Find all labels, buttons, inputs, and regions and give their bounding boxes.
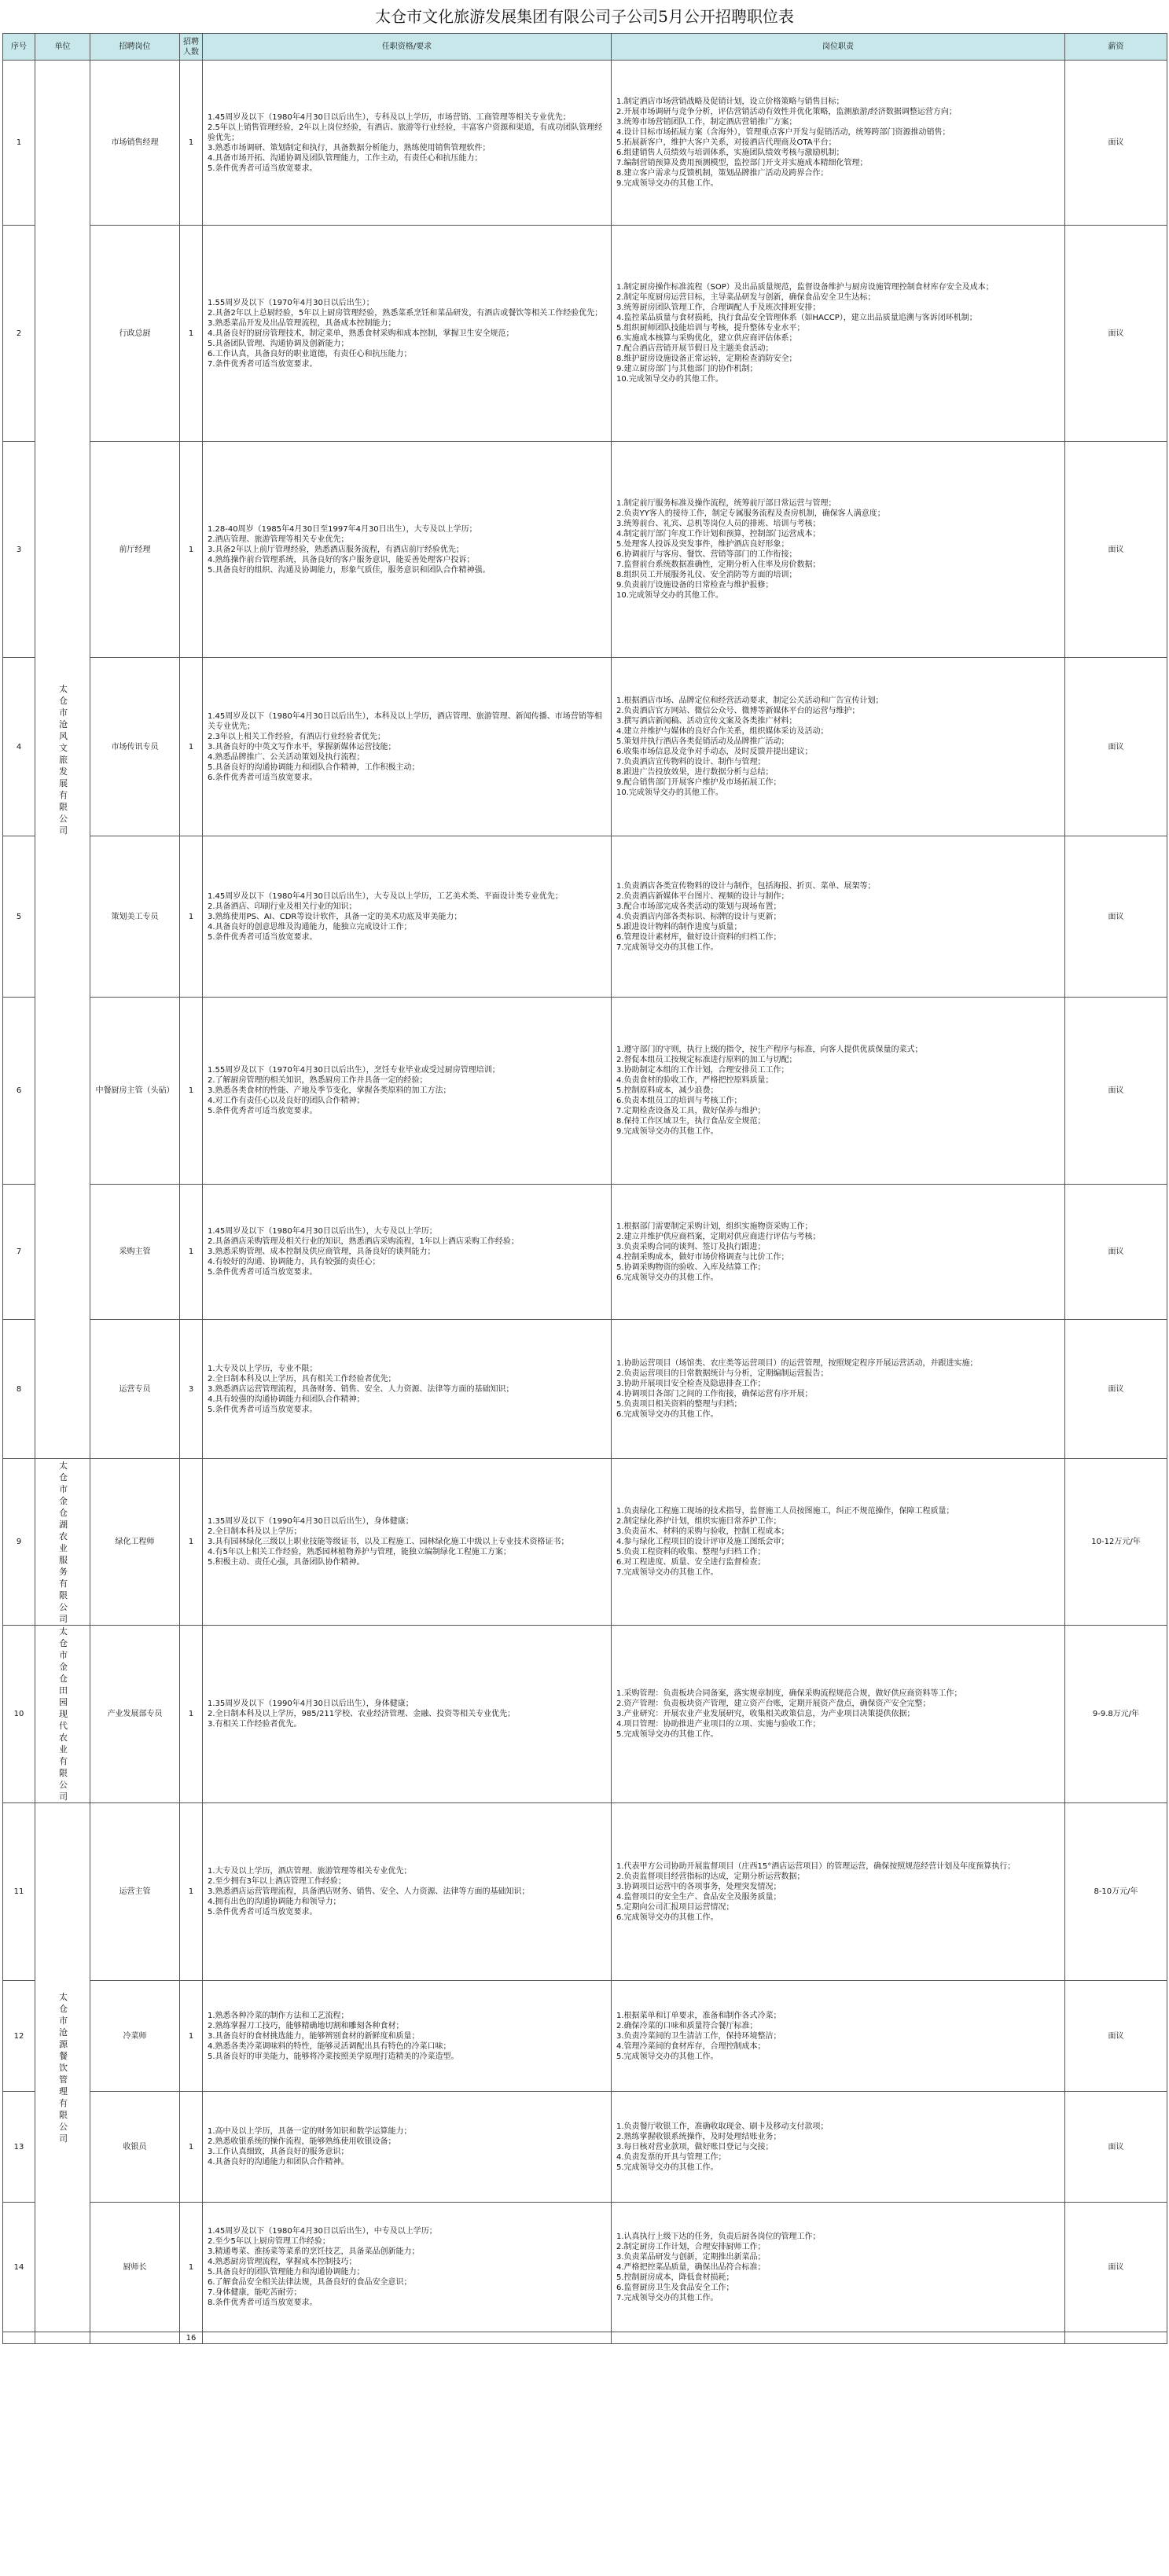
qualifications-cell <box>203 2092 612 2203</box>
duties-cell-line: 2.负责酒店官方网站、微信公众号、微博等新媒体平台的运营与维护； <box>616 707 860 715</box>
duties-cell-line: 7.编制营销预算及费用预测模型，监控部门开支并实施成本精细化管理； <box>616 159 868 167</box>
duties-cell-line: 9.完成领导交办的其他工作。 <box>616 179 719 188</box>
qualifications-cell-line: 2.至少拥有3年以上酒店管理工作经验； <box>208 1877 346 1886</box>
qualifications-cell-line: 4.熟悉厨房管理流程，掌握成本控制技巧； <box>208 2258 357 2266</box>
qualifications-cell-line: 5.积极主动、责任心强，具备团队协作精神。 <box>208 1558 365 1567</box>
duties-cell-line: 4.设计目标市场拓展方案（含海外），管理重点客户开发与促销活动，统筹跨部门资源推动销售； <box>616 128 950 137</box>
qualifications-cell-line: 3.熟悉菜品开发及出品管理流程，具备成本控制能力； <box>208 318 396 328</box>
qualifications-cell <box>203 1626 612 1803</box>
duties-cell-line: 5.完成领导交办的其他工作。 <box>616 1730 719 1739</box>
qualifications-cell-line: 5.具备良好的组织、沟通及协调能力，形象气质佳，服务意识和团队合作精神强。 <box>208 565 491 575</box>
salary-cell: 10-12万元/年 <box>1065 1459 1167 1626</box>
count-cell: 1 <box>180 836 203 998</box>
duties-cell-line: 7.完成领导交办的其他工作。 <box>616 943 719 952</box>
duties-cell-line: 3.协助制定本组的工作计划，合理安排员工工作； <box>616 1066 789 1075</box>
count-cell: 3 <box>180 1320 203 1459</box>
duties-cell-line: 2.制定厨房工作计划，合理安排厨师工作； <box>616 2242 766 2251</box>
empty-cell <box>90 2332 180 2344</box>
duties-cell-line: 1.负责餐厅收银工作，准确收取现金、刷卡及移动支付款项； <box>616 2122 829 2131</box>
duties-cell-line: 2.资产管理：负责板块资产管理，建立资产台账，定期开展资产盘点，确保资产安全完整； <box>616 1700 931 1708</box>
position-cell: 行政总厨 <box>90 226 180 442</box>
duties-cell <box>612 1459 1065 1626</box>
qualifications-cell-line: 5.具备良好的审美能力，能够将冷菜按照美学原理打造精美的冷菜造型。 <box>208 2052 459 2061</box>
duties-cell-line: 6.实施成本核算与采购优化，建立供应商评估体系； <box>616 334 797 343</box>
qualifications-cell <box>203 226 612 442</box>
duties-cell-line: 1.制定前厅服务标准及操作流程，统筹前厅部日常运营与管理； <box>616 499 836 508</box>
qualifications-cell-line: 5.具备团队管理、沟通协调及创新能力； <box>208 339 349 348</box>
duties-cell-line: 2.建立并维护供应商档案，定期对供应商进行评估与考核； <box>616 1232 821 1241</box>
duties-cell-line: 7.完成领导交办的其他工作。 <box>616 2293 719 2302</box>
header-unit: 单位 <box>35 34 90 61</box>
salary-cell: 面议 <box>1065 61 1167 226</box>
seq-cell: 13 <box>3 2092 35 2203</box>
qualifications-cell-line: 1.45周岁及以下（1980年4月30日以后出生），中专及以上学历； <box>208 2227 437 2236</box>
table-row <box>3 1803 1167 1981</box>
duties-cell-line: 9.配合销售部门开展客户维护及市场拓展工作； <box>616 778 781 787</box>
duties-cell-line: 3.协调项目运营中的各项事务，处理突发情况； <box>616 1882 781 1891</box>
qualifications-cell-line: 3.工作认真细致，具备良好的服务意识； <box>208 2148 349 2156</box>
qualifications-cell-line: 4.有5年以上相关工作经验，熟悉园林植物养护与管理，能独立编制绿化工程施工方案； <box>208 1548 511 1556</box>
duties-cell-line: 4.监督项目的安全生产、食品安全及服务质量； <box>616 1892 781 1902</box>
table-row <box>3 226 1167 442</box>
salary-cell: 面议 <box>1065 2203 1167 2332</box>
duties-cell-line: 5.负责项目相关资料的整理与归档； <box>616 1400 742 1409</box>
table-header-row <box>3 34 1167 61</box>
position-cell: 冷菜师 <box>90 1981 180 2092</box>
qualifications-cell <box>203 1185 612 1320</box>
duties-cell-line: 3.产业研究：开展农业产业发展研究，收集相关政策信息，为产业项目决策提供依据； <box>616 1710 915 1718</box>
table-row <box>3 61 1167 226</box>
seq-cell: 12 <box>3 1981 35 2092</box>
duties-cell-line: 10.完成领导交办的其他工作。 <box>616 375 723 384</box>
qualifications-cell-line: 3.精通粤菜、淮扬菜等菜系的烹饪技艺，具备菜品创新能力； <box>208 2247 420 2256</box>
table-row <box>3 998 1167 1185</box>
duties-cell-line: 6.组建销售人员绩效与培训体系，实施团队绩效考核与激励机制； <box>616 149 844 157</box>
seq-cell: 9 <box>3 1459 35 1626</box>
duties-cell-line: 4.控制采购成本，做好市场价格调查与比价工作； <box>616 1252 789 1262</box>
duties-cell-line: 5.定期向公司汇报项目运营情况； <box>616 1902 734 1912</box>
table-row <box>3 1320 1167 1459</box>
qualifications-cell-line: 2.全日制本科及以上学历，具有相关工作经验者优先； <box>208 1374 396 1384</box>
qualifications-cell <box>203 442 612 658</box>
duties-cell-line: 5.控制原料成本，减少浪费； <box>616 1086 719 1095</box>
qualifications-cell <box>203 1320 612 1459</box>
duties-cell-line: 6.收集市场信息及竞争对手动态，及时反馈并提出建议； <box>616 748 813 756</box>
duties-cell-line: 8.保持工作区域卫生，执行食品安全规范； <box>616 1117 766 1126</box>
qualifications-cell-line: 4.熟悉各类冷菜调味料的特性，能够灵活调配出具有特色的冷菜口味； <box>208 2041 451 2051</box>
duties-cell-line: 9.负责前厅设施设备的日常检查与维护报修； <box>616 581 774 590</box>
qualifications-cell-line: 2.3年以上相关工作经验，有酒店行业经验者优先； <box>208 732 385 741</box>
qualifications-cell-line: 5.条件优秀者可适当放宽要求。 <box>208 932 318 942</box>
qualifications-cell-line: 1.28-40周岁（1985年4月30日至1997年4月30日出生），大专及以上学历； <box>208 524 477 534</box>
duties-cell-line: 6.完成领导交办的其他工作。 <box>616 1913 719 1922</box>
qualifications-cell-line: 3.具备2年以上前厅管理经验，熟悉酒店服务流程，有酒店前厅经验优先； <box>208 545 464 554</box>
duties-cell-line: 4.负责食材的验收工作，严格把控原料质量； <box>616 1076 774 1085</box>
seq-cell: 10 <box>3 1626 35 1803</box>
duties-cell-line: 1.协助运营项目（场馆类、农庄类等运营项目）的运营管理，按照规定程序开展运营活动，并跟进实施； <box>616 1359 978 1368</box>
header-seq: 序号 <box>3 34 35 61</box>
qualifications-cell-line: 3.熟悉酒店运营管理流程，具备财务、销售、安全、人力资源、法律等方面的基础知识； <box>208 1384 514 1394</box>
qualifications-cell-line: 5.具备良好的团队管理能力和沟通协调能力； <box>208 2268 365 2277</box>
salary-cell: 面议 <box>1065 2092 1167 2203</box>
duties-cell-line: 4.负责发票的开具与管理工作； <box>616 2152 726 2162</box>
salary-cell: 9-9.8万元/年 <box>1065 1626 1167 1803</box>
salary-cell: 面议 <box>1065 1981 1167 2092</box>
unit-cell: 太仓市金仓田园现代农业有限公司 <box>35 1626 90 1803</box>
duties-cell-line: 3.配合市场部完成各类活动的策划与现场布置； <box>616 902 781 911</box>
qualifications-cell-line: 3.熟悉酒店运营管理流程，具备酒店财务、销售、安全、人力资源、法律等方面的基础知识； <box>208 1887 530 1896</box>
qualifications-cell-line: 4.具备良好的创意思维及沟通能力，能独立完成设计工作； <box>208 922 412 932</box>
duties-cell-line: 7.完成领导交办的其他工作。 <box>616 1568 719 1577</box>
duties-cell-line: 7.配合酒店营销开展节假日及主题美食活动； <box>616 344 774 353</box>
count-cell: 1 <box>180 226 203 442</box>
qualifications-cell <box>203 658 612 836</box>
qualifications-cell-line: 1.大专及以上学历，专业不限； <box>208 1364 318 1373</box>
qualifications-cell-line: 5.条件优秀者可适当放宽要求。 <box>208 1268 318 1277</box>
duties-cell-line: 3.负责采购合同的谈判、签订及执行跟进； <box>616 1242 766 1251</box>
duties-cell-line: 3.每日核对营业款项，做好账目登记与交接； <box>616 2142 774 2152</box>
seq-cell: 3 <box>3 442 35 658</box>
duties-cell-line: 5.控制厨房成本，降低食材损耗； <box>616 2273 734 2282</box>
salary-cell: 面议 <box>1065 1185 1167 1320</box>
duties-cell-line: 2.督促本组员工按规定标准进行原料的加工与切配； <box>616 1056 797 1064</box>
qualifications-cell-line: 4.具备市场开拓、沟通协调及团队管理能力，工作主动，有责任心和抗压能力； <box>208 153 483 163</box>
duties-cell <box>612 1803 1065 1981</box>
duties-cell-line: 5.处理客人投诉及突发事件，维护酒店良好形象； <box>616 540 789 549</box>
qualifications-cell-line: 6.工作认真，具备良好的职业道德，有责任心和抗压能力； <box>208 349 412 358</box>
position-cell: 市场销售经理 <box>90 61 180 226</box>
position-cell: 产业发展部专员 <box>90 1626 180 1803</box>
duties-cell <box>612 2092 1065 2203</box>
duties-cell <box>612 1185 1065 1320</box>
count-cell: 1 <box>180 2092 203 2203</box>
duties-cell-line: 3.撰写酒店新闻稿、活动宣传文案及各类推广材料； <box>616 717 797 726</box>
duties-cell-line: 1.认真执行上级下达的任务，负责后厨各岗位的管理工作； <box>616 2232 821 2241</box>
qualifications-cell-line: 4.熟悉品牌推广、公关活动策划及执行流程； <box>208 752 365 762</box>
qualifications-cell-line: 2.5年以上销售管理经验，2年以上岗位经验，有酒店、旅游等行业经验，丰富客户资源和渠道，有成功团队管理经验优先； <box>208 123 603 142</box>
qualifications-cell-line: 2.全日制本科及以上学历，985/211学校、农业经济管理、金融、投资等相关专业优先； <box>208 1710 516 1718</box>
qualifications-cell-line: 1.45周岁及以下（1980年4月30日以后出生），专科及以上学历，市场营销、工商管理等相关专业优先； <box>208 112 571 122</box>
qualifications-cell-line: 4.具有较强的沟通协调能力和团队合作精神； <box>208 1395 365 1404</box>
duties-cell-line: 1.代表甲方公司协助开展监督项目（庄西15°酒店运营项目）的管理运营，确保按照规范经营计划及年度预算执行； <box>616 1861 1016 1871</box>
duties-cell-line: 6.监督厨房卫生及食品安全工作； <box>616 2283 734 2292</box>
page-title: 太仓市文化旅游发展集团有限公司子公司5月公开招聘职位表 <box>375 7 794 26</box>
recruitment-table <box>2 33 1167 2344</box>
qualifications-cell-line: 7.身体健康，能吃苦耐劳； <box>208 2288 302 2297</box>
duties-cell-line: 4.制定前厅部门年度工作计划和预算，控制部门运营成本； <box>616 530 821 538</box>
count-cell: 1 <box>180 2203 203 2332</box>
duties-cell-line: 7.负责酒店宣传物料的设计、制作与管理； <box>616 758 766 766</box>
qualifications-cell <box>203 1803 612 1981</box>
duties-cell <box>612 1320 1065 1459</box>
duties-cell <box>612 836 1065 998</box>
duties-cell-line: 4.项目管理：协助推进产业项目的立项、实施与验收工作； <box>616 1720 821 1729</box>
qualifications-cell-line: 5.条件优秀者可适当放宽要求。 <box>208 1107 318 1115</box>
duties-cell-line: 1.负责绿化工程施工现场的技术指导，监督施工人员按图施工，纠正不规范操作，保障工程质量； <box>616 1507 954 1516</box>
duties-cell-line: 1.根据酒店市场、品牌定位和经营活动要求，制定公关活动和广告宣传计划； <box>616 696 884 705</box>
duties-cell <box>612 1981 1065 2092</box>
duties-cell-line: 2.制定年度厨房运营目标，主导菜品研发与创新，确保食品安全卫生达标； <box>616 293 876 302</box>
qualifications-cell <box>203 2203 612 2332</box>
duties-cell-line: 6.完成领导交办的其他工作。 <box>616 1273 719 1282</box>
qualifications-cell-line: 8.条件优秀者可适当放宽要求。 <box>208 2299 318 2307</box>
qualifications-cell-line: 4.具备良好的厨房管理技术，制定菜单，熟悉食材采购和成本控制，掌握卫生安全规范； <box>208 329 514 338</box>
qualifications-cell-line: 2.酒店管理、旅游管理等相关专业优先； <box>208 535 349 544</box>
duties-cell-line: 3.负责菜品研发与创新，定期推出新菜品； <box>616 2252 766 2262</box>
duties-cell-line: 6.管理设计素材库，做好设计资料的归档工作； <box>616 932 781 942</box>
seq-cell: 5 <box>3 836 35 998</box>
qualifications-cell-line: 4.有较好的沟通、协调能力，具有较强的责任心； <box>208 1258 380 1266</box>
position-cell: 采购主管 <box>90 1185 180 1320</box>
duties-cell-line: 9.完成领导交办的其他工作。 <box>616 1127 719 1136</box>
duties-cell-line: 5.完成领导交办的其他工作。 <box>616 2163 719 2172</box>
position-cell: 市场传讯专员 <box>90 658 180 836</box>
header-duties: 岗位职责 <box>612 34 1065 61</box>
duties-cell-line: 3.统筹厨房团队管理工作，合理调配人手及班次排班安排； <box>616 303 821 312</box>
seq-cell: 7 <box>3 1185 35 1320</box>
count-cell: 1 <box>180 1185 203 1320</box>
duties-cell-line: 6.协调前厅与客房、餐饮、营销等部门的工作衔接； <box>616 550 797 559</box>
duties-cell <box>612 442 1065 658</box>
table-row <box>3 1459 1167 1626</box>
qualifications-cell-line: 1.大专及以上学历，酒店管理、旅游管理等相关专业优先； <box>208 1867 412 1876</box>
duties-cell-line: 3.负责苗木、材料的采购与验收，控制工程成本； <box>616 1527 789 1536</box>
salary-cell: 8-10万元/年 <box>1065 1803 1167 1981</box>
qualifications-cell-line: 2.具备酒店、印刷行业及相关行业的知识； <box>208 902 357 911</box>
duties-cell <box>612 998 1065 1185</box>
duties-cell <box>612 2203 1065 2332</box>
seq-cell: 11 <box>3 1803 35 1981</box>
qualifications-cell-line: 5.具备良好的沟通协调能力和团队合作精神，工作积极主动； <box>208 763 420 772</box>
qualifications-cell-line: 6.条件优秀者可适当放宽要求。 <box>208 773 318 782</box>
duties-cell-line: 8.维护厨房设施设备正常运转，定期检查消防安全； <box>616 355 797 363</box>
qualifications-cell <box>203 836 612 998</box>
qualifications-cell-line: 3.具备良好的中英文写作水平，掌握新媒体运营技能； <box>208 742 396 751</box>
duties-cell-line: 5.负责工程资料的收集、整理与归档工作； <box>616 1548 766 1556</box>
duties-cell <box>612 1626 1065 1803</box>
table-row <box>3 658 1167 836</box>
qualifications-cell-line: 2.熟练掌握刀工技巧，能够精确地切割和雕刻各种食材； <box>208 2021 404 2030</box>
empty-cell <box>3 2332 35 2344</box>
duties-cell-line: 6.完成领导交办的其他工作。 <box>616 1410 719 1419</box>
qualifications-cell <box>203 1459 612 1626</box>
qualifications-cell-line: 5.条件优秀者可适当放宽要求。 <box>208 1405 318 1414</box>
duties-cell-line: 4.严格把控菜品质量，确保出品符合标准； <box>616 2262 766 2272</box>
duties-cell-line: 5.跟进设计物料的制作进度与质量； <box>616 922 742 932</box>
qualifications-cell-line: 3.熟悉采购管理、成本控制及供应商管理，具备良好的谈判能力； <box>208 1248 436 1256</box>
salary-cell: 面议 <box>1065 226 1167 442</box>
duties-cell <box>612 658 1065 836</box>
count-cell: 1 <box>180 1803 203 1981</box>
qualifications-cell-line: 4.具备良好的沟通能力和团队合作精神。 <box>208 2158 349 2166</box>
count-cell: 1 <box>180 1981 203 2092</box>
duties-cell-line: 3.负责冷菜间的卫生清洁工作，保持环境整洁； <box>616 2031 781 2041</box>
qualifications-cell-line: 3.熟练使用PS、AI、CDR等设计软件，具备一定的美术功底及审美能力； <box>208 912 462 921</box>
duties-cell-line: 5.拓展新客户，维护大客户关系，对接酒店代理商及OTA平台； <box>616 138 836 147</box>
seq-cell: 6 <box>3 998 35 1185</box>
qualifications-cell-line: 4.拥有出色的沟通协调能力和领导力； <box>208 1898 341 1906</box>
empty-cell <box>1065 2332 1167 2344</box>
table-row <box>3 1185 1167 1320</box>
unit-cell: 太仓市金仓湖农业服务有限公司 <box>35 1459 90 1626</box>
table-row <box>3 1626 1167 1803</box>
duties-cell-line: 4.建立并维护与媒体的良好合作关系，组织媒体采访及活动； <box>616 727 829 736</box>
count-cell: 1 <box>180 998 203 1185</box>
table-row <box>3 2092 1167 2203</box>
position-cell: 厨师长 <box>90 2203 180 2332</box>
duties-cell-line: 9.建立厨房部门与其他部门的协作机制； <box>616 365 758 373</box>
total-row <box>3 2332 1167 2344</box>
position-cell: 运营主管 <box>90 1803 180 1981</box>
salary-cell: 面议 <box>1065 658 1167 836</box>
qualifications-cell <box>203 998 612 1185</box>
qualifications-cell-line: 7.条件优秀者可适当放宽要求。 <box>208 359 318 369</box>
header-qualifications: 任职资格/要求 <box>203 34 612 61</box>
duties-cell-line: 2.负责运营项目的日常数据统计与分析，定期编制运营报告； <box>616 1369 829 1378</box>
seq-cell: 14 <box>3 2203 35 2332</box>
position-cell: 绿化工程师 <box>90 1459 180 1626</box>
qualifications-cell-line: 4.对工作有责任心以及良好的团队合作精神； <box>208 1097 365 1105</box>
qualifications-cell-line: 6.了解食品安全相关法律法规，具备良好的食品安全意识； <box>208 2278 412 2287</box>
duties-cell-line: 6.对工程进度、质量、安全进行监督检查； <box>616 1558 766 1567</box>
duties-cell <box>612 61 1065 226</box>
duties-cell-line: 3.协助开展项目安全检查及隐患排查工作； <box>616 1380 766 1388</box>
qualifications-cell-line: 3.具有园林绿化三级以上职业技能等级证书，以及工程施工、园林绿化施工中级以上专业技术资格证书； <box>208 1538 569 1546</box>
duties-cell-line: 4.负责酒店内部各类标识、标牌的设计与更新； <box>616 912 781 921</box>
duties-cell-line: 5.协调采购物资的验收、入库及结算工作； <box>616 1262 766 1272</box>
duties-cell-line: 2.负责YY客人的接待工作，制定专属服务流程及查房机制，确保客人满意度； <box>616 509 885 518</box>
unit-cell: 太仓市沧源餐饮管理有限公司 <box>35 1803 90 2332</box>
qualifications-cell-line: 2.至少5年以上厨房管理工作经验； <box>208 2237 330 2246</box>
duties-cell-line: 1.根据菜单和订单要求，准备和制作各式冷菜； <box>616 2011 781 2020</box>
duties-cell-line: 7.监督前台系统数据准确性，定期分析入住率及房价数据； <box>616 560 821 569</box>
qualifications-cell <box>203 1981 612 2092</box>
duties-cell-line: 4.参与绿化工程项目的设计评审及施工图纸会审； <box>616 1538 789 1546</box>
duties-cell-line: 2.开展市场调研与竞争分析，评估营销活动有效性并优化策略，监测旅游/经济数据调整运营方向； <box>616 108 957 116</box>
qualifications-cell-line: 3.熟悉各类食材的性能、产地及季节变化，掌握各类原料的加工方法； <box>208 1086 451 1095</box>
position-cell: 前厅经理 <box>90 442 180 658</box>
qualifications-cell-line: 1.45周岁及以下（1980年4月30日以后出生），本科及以上学历，酒店管理、旅游管理、新闻传播、市场营销等相关专业优先； <box>208 711 602 731</box>
duties-cell-line: 2.负责监督项目经营指标的达成，定期分析运营数据； <box>616 1872 805 1881</box>
table-row <box>3 836 1167 998</box>
qualifications-cell-line: 1.35周岁及以下（1990年4月30日以后出生），身体健康； <box>208 1517 414 1526</box>
duties-cell-line: 1.负责酒店各类宣传物料的设计与制作，包括海报、折页、菜单、展架等； <box>616 881 876 891</box>
qualifications-cell-line: 3.有相关工作经验者优先。 <box>208 1720 302 1729</box>
duties-cell-line: 3.统筹市场营销团队工作，制定酒店营销推广方案； <box>616 118 797 127</box>
duties-cell-line: 8.组织员工开展服务礼仪、安全消防等方面的培训； <box>616 571 797 579</box>
total-count: 16 <box>180 2332 203 2344</box>
salary-cell: 面议 <box>1065 836 1167 998</box>
duties-cell-line: 7.定期检查设备及工具，做好保养与维护； <box>616 1107 766 1115</box>
duties-cell-line: 6.负责本组员工的培训与考核工作； <box>616 1097 742 1105</box>
qualifications-cell-line: 2.熟悉收银系统的操作流程，能够熟练使用收银设备； <box>208 2137 396 2146</box>
duties-cell-line: 1.制定厨房操作标准流程（SOP）及出品质量规范，监督设备维护与厨房设施管理控制食材库存安全及成本； <box>616 283 994 292</box>
qualifications-cell-line: 1.45周岁及以下（1980年4月30日以后出生），大专及以上学历，工艺美术类、平面设计类专业优先； <box>208 891 563 901</box>
duties-cell-line: 1.采购管理：负责板块合同备案，落实规章制度，确保采购流程规范合规，做好供应商资料等工作； <box>616 1689 962 1698</box>
position-cell: 收银员 <box>90 2092 180 2203</box>
seq-cell: 1 <box>3 61 35 226</box>
duties-cell-line: 4.协调项目各部门之间的工作衔接，确保运营有序开展； <box>616 1390 813 1398</box>
header-salary: 薪资 <box>1065 34 1167 61</box>
duties-cell-line: 4.管理冷菜间的食材库存，合理控制成本； <box>616 2041 766 2051</box>
duties-cell-line: 10.完成领导交办的其他工作。 <box>616 591 723 600</box>
empty-cell <box>35 2332 90 2344</box>
seq-cell: 4 <box>3 658 35 836</box>
qualifications-cell-line: 1.高中及以上学历，具备一定的财务知识和数学运算能力； <box>208 2127 412 2136</box>
qualifications-cell-line: 2.具备2年以上总厨经验，5年以上厨房管理经验，熟悉菜系烹饪和菜品研发，有酒店或餐饮等相关工作经验优先； <box>208 308 603 318</box>
count-cell: 1 <box>180 442 203 658</box>
duties-cell-line: 5.完成领导交办的其他工作。 <box>616 2052 719 2061</box>
count-cell: 1 <box>180 1459 203 1626</box>
qualifications-cell-line: 5.条件优秀者可适当放宽要求。 <box>208 1908 318 1916</box>
duties-cell-line: 10.完成领导交办的其他工作。 <box>616 788 723 797</box>
salary-cell: 面议 <box>1065 1320 1167 1459</box>
duties-cell <box>612 226 1065 442</box>
unit-cell: 太仓市沧风文旅发展有限公司 <box>35 61 90 1459</box>
table-row <box>3 442 1167 658</box>
qualifications-cell-line: 3.具备良好的食材挑选能力，能够辨别食材的新鲜度和质量； <box>208 2031 420 2041</box>
count-cell: 1 <box>180 1626 203 1803</box>
position-cell: 运营专员 <box>90 1320 180 1459</box>
position-cell: 中餐厨房主管（头砧） <box>90 998 180 1185</box>
duties-cell-line: 5.组织厨师团队技能培训与考核，提升整体专业水平； <box>616 324 805 333</box>
duties-cell-line: 4.监控菜品质量与食材损耗，执行食品安全管理体系（如HACCP），建立出品质量追溯与客诉闭环机制； <box>616 314 977 322</box>
duties-cell-line: 2.制定绿化养护计划，组织实施日常养护工作； <box>616 1517 781 1526</box>
empty-cell <box>203 2332 612 2344</box>
qualifications-cell-line: 4.熟练操作前台管理系统，具备良好的客户服务意识，能妥善处理客户投诉； <box>208 555 475 564</box>
duties-cell-line: 2.确保冷菜的口味和质量符合餐厅标准； <box>616 2021 758 2030</box>
duties-cell-line: 2.熟练掌握收银系统操作，及时处理结账业务； <box>616 2132 781 2141</box>
seq-cell: 8 <box>3 1320 35 1459</box>
duties-cell-line: 1.制定酒店市场营销战略及促销计划，设立价格策略与销售目标； <box>616 97 844 106</box>
duties-cell-line: 8.建立客户需求与反馈机制，策划品牌推广活动及跨界合作； <box>616 169 829 178</box>
duties-cell-line: 1.遵守部门的守则，执行上级的指令，按生产程序与标准，向客人提供优质保量的菜式； <box>616 1045 923 1054</box>
salary-cell: 面议 <box>1065 442 1167 658</box>
qualifications-cell-line: 5.条件优秀者可适当放宽要求。 <box>208 164 318 173</box>
qualifications-cell-line: 2.了解厨房管理的相关知识，熟悉厨房工作并具备一定的经验； <box>208 1076 428 1085</box>
qualifications-cell-line: 1.45周岁及以下（1980年4月30日以后出生），大专及以上学历； <box>208 1227 437 1236</box>
duties-cell-line: 5.策划并执行酒店各类促销活动及品牌推广活动； <box>616 737 789 746</box>
qualifications-cell-line: 3.熟悉市场调研、策划制定和执行，具备数据分析能力，熟练使用销售管理软件； <box>208 143 491 153</box>
duties-cell-line: 1.根据部门需要制定采购计划，组织实施物资采购工作； <box>616 1222 813 1231</box>
header-position: 招聘岗位 <box>90 34 180 61</box>
count-cell: 1 <box>180 61 203 226</box>
empty-cell <box>612 2332 1065 2344</box>
header-count: 招聘人数 <box>180 34 203 61</box>
salary-cell: 面议 <box>1065 998 1167 1185</box>
count-cell: 1 <box>180 658 203 836</box>
position-cell: 策划美工专员 <box>90 836 180 998</box>
table-row <box>3 2203 1167 2332</box>
table-row <box>3 1981 1167 2092</box>
qualifications-cell-line: 1.35周岁及以下（1990年4月30日以后出生），身体健康； <box>208 1700 414 1708</box>
qualifications-cell <box>203 61 612 226</box>
qualifications-cell-line: 2.具备酒店采购管理及相关行业的知识，熟悉酒店采购流程，1年以上酒店采购工作经验； <box>208 1237 519 1246</box>
qualifications-cell-line: 1.熟悉各种冷菜的制作方法和工艺流程； <box>208 2011 349 2020</box>
qualifications-cell-line: 2.全日制本科及以上学历； <box>208 1527 302 1536</box>
qualifications-cell-line: 1.55周岁及以下（1970年4月30日以后出生）； <box>208 298 374 307</box>
qualifications-cell-line: 1.55周岁及以下（1970年4月30日以后出生），烹饪专业毕业或受过厨房管理培训； <box>208 1066 500 1075</box>
duties-cell-line: 3.统筹前台、礼宾、总机等岗位人员的排班、培训与考核； <box>616 520 821 528</box>
duties-cell-line: 2.负责酒店新媒体平台图片、视频的设计与制作； <box>616 891 789 901</box>
seq-cell: 2 <box>3 226 35 442</box>
duties-cell-line: 8.跟进广告投放效果，进行数据分析与总结； <box>616 768 774 777</box>
